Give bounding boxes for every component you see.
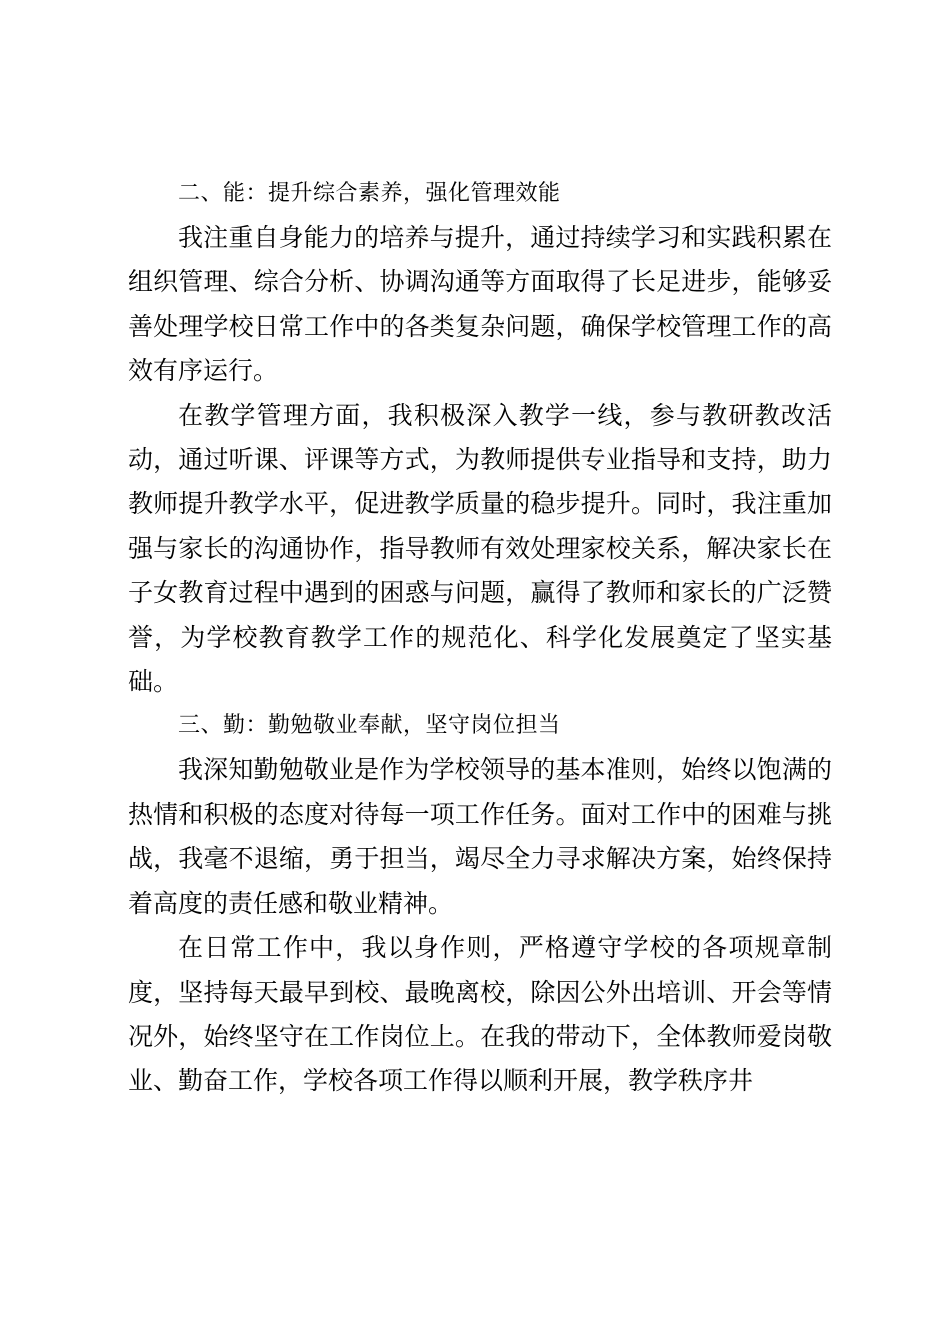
paragraph-daily-work: 在日常工作中，我以身作则，严格遵守学校的各项规章制度，坚持每天最早到校、最晚离校，除因公外出培训、开会等情况外，始终坚守在工作岗位上。在我的带动下，全体教师爱岗敬业、勤奋工作，学校各项工作得以顺利开展，教学秩序井 <box>128 933 832 1096</box>
paragraph-teaching-management: 在教学管理方面，我积极深入教学一线，参与教研教改活动，通过听课、评课等方式，为教师提供专业指导和支持，助力教师提升教学水平，促进教学质量的稳步提升。同时，我注重加强与家长的沟通协作，指导教师有效处理家校关系，解决家长在子女教育过程中遇到的困惑与问题，赢得了教师和家长的广泛赞誉，为学校教育教学工作的规范化、科学化发展奠定了坚实基础。 <box>128 400 832 697</box>
paragraph-diligence: 我深知勤勉敬业是作为学校领导的基本准则，始终以饱满的热情和积极的态度对待每一项工作任务。面对工作中的困难与挑战，我毫不退缩，勇于担当，竭尽全力寻求解决方案，始终保持着高度的责任感和敬业精神。 <box>128 755 832 918</box>
document-body <box>128 172 832 1104</box>
section-heading-2: 二、能：提升综合素养，强化管理效能 <box>178 181 561 206</box>
paragraph-abilities: 我注重自身能力的培养与提升，通过持续学习和实践积累在组织管理、综合分析、协调沟通等方面取得了长足进步，能够妥善处理学校日常工作中的各类复杂问题，确保学校管理工作的高效有序运行。 <box>128 223 832 386</box>
section-heading-3: 三、勤：勤勉敬业奉献，坚守岗位担当 <box>178 713 561 739</box>
